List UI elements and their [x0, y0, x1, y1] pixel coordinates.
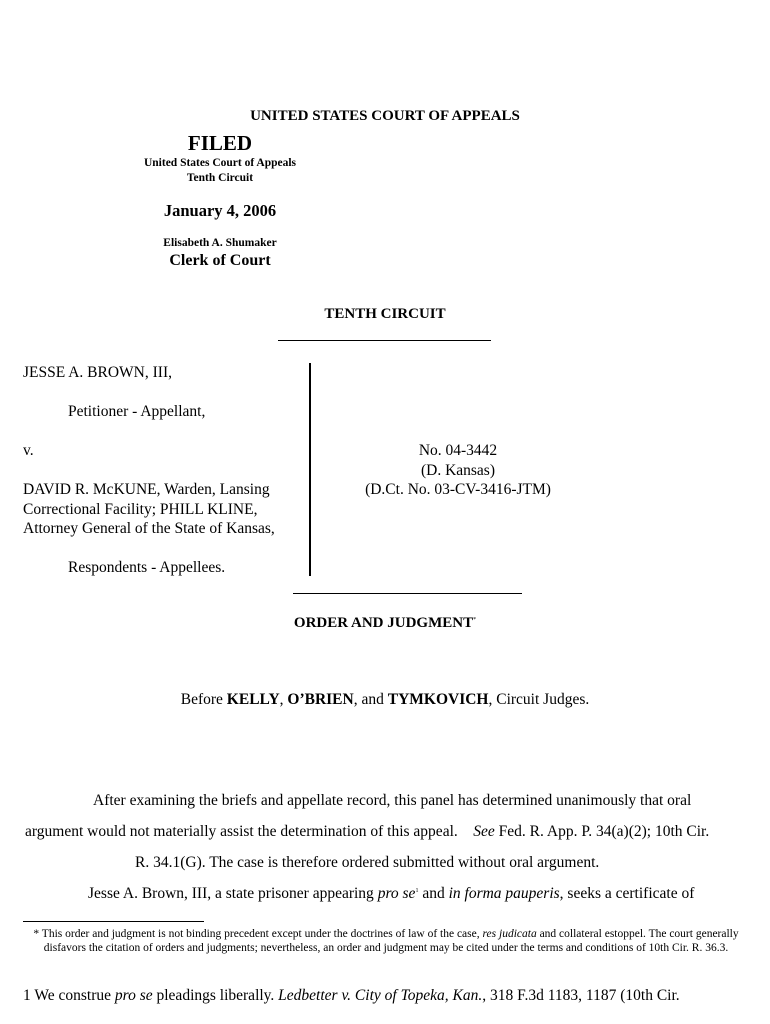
filed-stamp-clerk-name: Elisabeth A. Shumaker: [163, 237, 277, 249]
respondents-line-3: Attorney General of the State of Kansas,: [23, 520, 275, 537]
footnote-separator: [23, 921, 204, 922]
body-pro-se: pro se: [377, 885, 416, 902]
respondents-line-1: DAVID R. McKUNE, Warden, Lansing: [23, 481, 270, 498]
docket-number: No. 04-3442: [418, 442, 498, 459]
body-line-3: R. 34.1(G). The case is therefore ordered submitted without oral argument.: [135, 854, 600, 871]
footnote-1-a: * This order and judgment is not binding precedent except under the doctrines of law of the case,: [33, 928, 483, 940]
order-heading-footnote-marker: *: [473, 617, 477, 623]
circuit-divider: [278, 340, 491, 341]
filed-stamp-clerk-title: Clerk of Court: [169, 252, 271, 269]
district-case-number: (D.Ct. No. 03-CV-3416-JTM): [365, 481, 551, 498]
circuit-heading: TENTH CIRCUIT: [324, 306, 446, 322]
respondents-line-2: Correctional Facility; PHILL KLINE,: [23, 500, 258, 518]
panel-after: , Circuit Judges.: [488, 691, 590, 708]
panel-sep-2: , and: [353, 691, 388, 708]
order-heading-title: ORDER AND JUDGMENT: [293, 615, 474, 631]
footnote-1: [23, 927, 749, 955]
body-line-4: [88, 885, 694, 903]
filed-stamp-date: January 4, 2006: [163, 201, 277, 220]
body-line-2: [25, 823, 709, 841]
body-line-1: After examining the briefs and appellate record, this panel has determined unanimously that oral: [93, 792, 692, 809]
district-label: (D. Kansas): [420, 461, 496, 479]
body-line-2-a: argument would not materially assist the determination of this appeal.: [25, 823, 458, 840]
footnote-2-b: pleadings liberally.: [152, 987, 279, 1004]
footnote-2-a: We construe: [30, 987, 115, 1004]
judge-obrien: O’BRIEN: [287, 691, 354, 708]
court-heading: UNITED STATES COURT OF APPEALS: [250, 108, 520, 124]
docket-block: [310, 441, 606, 500]
footnote-2-number: 1: [23, 987, 31, 1004]
body-in-forma-pauperis: in forma pauperis: [448, 885, 560, 902]
filed-stamp-court: [120, 156, 320, 186]
filed-stamp-court-line2: Tenth Circuit: [186, 172, 254, 184]
body-line-4-a: Jesse A. Brown, III, a state prisoner appearing: [88, 885, 378, 902]
petitioner-name: JESSE A. BROWN, III,: [23, 364, 172, 381]
footnote-2: [23, 987, 680, 1005]
panel-before: Before: [180, 691, 227, 708]
body-line-2-b: Fed. R. App. P. 34(a)(2); 10th Cir.: [494, 823, 710, 840]
filed-stamp-court-line1: United States Court of Appeals: [143, 157, 297, 169]
judge-kelly: KELLY: [226, 691, 280, 708]
footnote-2-case-name: Ledbetter v. City of Topeka, Kan.: [278, 987, 483, 1004]
footnote-1-b: and collateral estoppel. The court generally disfavors the citation of orders and judgments; nevertheless, an order and judgment may be cited under the terms and conditions of 10th Cir. R. 36.3.: [43, 928, 739, 954]
body-line-4-c: , seeks a certificate of: [559, 885, 695, 902]
respondents-role: Respondents - Appellees.: [68, 559, 226, 576]
order-heading: [0, 615, 770, 632]
panel-sep-1: ,: [279, 691, 288, 708]
caption-bottom-divider: [293, 593, 522, 594]
footnote-2-pro-se: pro se: [114, 987, 153, 1004]
footnote-1-res-judicata: res judicata: [482, 928, 537, 940]
footnote-2-c: , 318 F.3d 1183, 1187 (10th Cir.: [482, 987, 680, 1004]
body-footnote-marker-1: 1: [415, 887, 419, 894]
filed-stamp-word: FILED: [187, 131, 253, 155]
versus-label: v.: [23, 442, 34, 459]
body-line-4-b: and: [418, 885, 449, 902]
panel-line: [0, 691, 770, 709]
judge-tymkovich: TYMKOVICH: [387, 691, 489, 708]
petitioner-role: Petitioner - Appellant,: [68, 403, 206, 420]
body-see: See: [473, 823, 495, 840]
